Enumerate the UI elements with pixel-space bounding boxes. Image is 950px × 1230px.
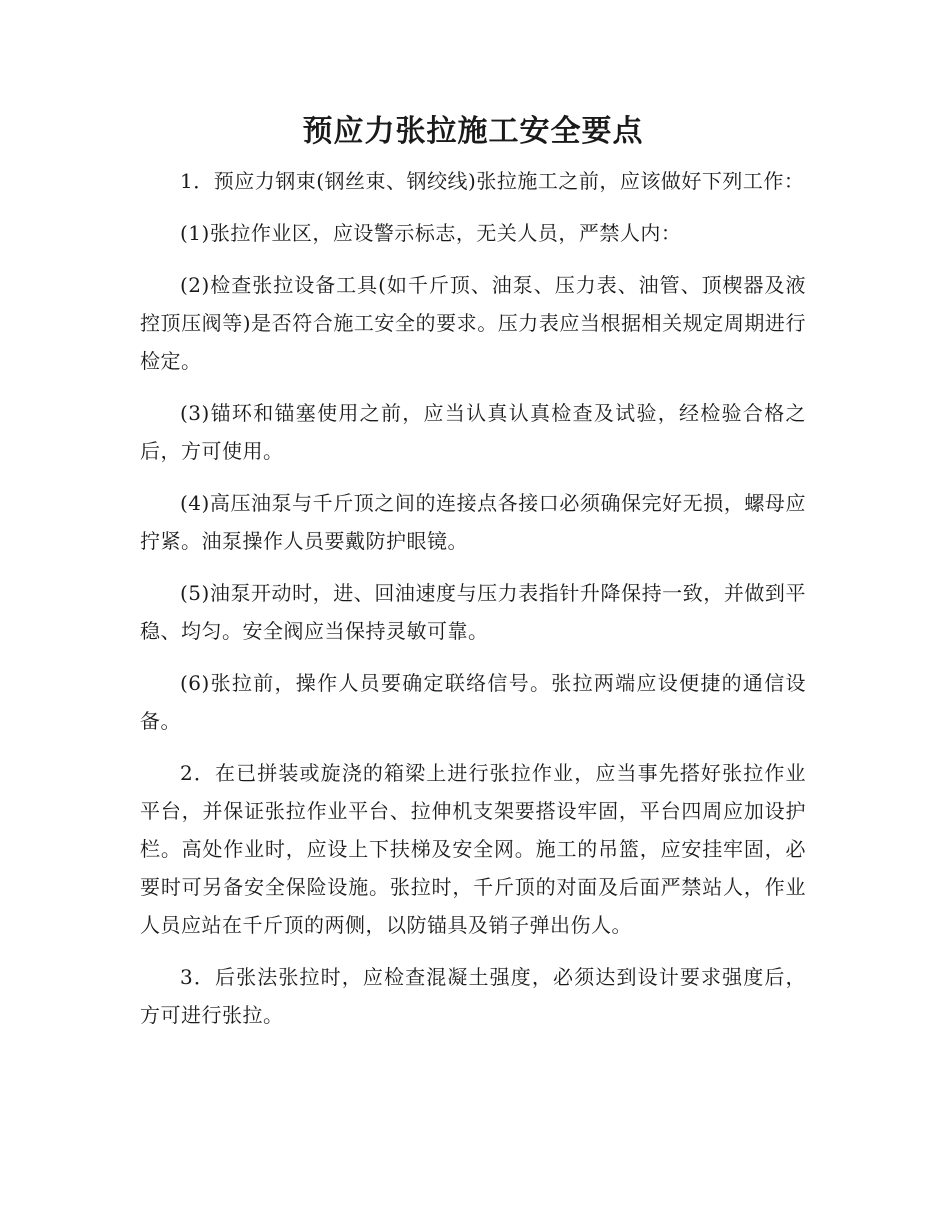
document-title: 预应力张拉施工安全要点 (302, 114, 644, 149)
document-page (140, 108, 806, 1048)
paragraph-1-item-6: (6)张拉前，操作人员要确定联络信号。张拉两端应设便捷的通信设备。 (140, 671, 806, 733)
paragraph-1-item-4: (4)高压油泵与千斤顶之间的连接点各接口必须确保完好无损，螺母应拧紧。油泵操作人员要戴防护眼镜。 (140, 491, 806, 553)
paragraph-1-item-2: (2)检查张拉设备工具(如千斤顶、油泵、压力表、油管、顶楔器及液控顶压阀等)是否符合施工安全的要求。压力表应当根据相关规定周期进行检定。 (140, 273, 806, 373)
paragraph-3: 3．后张法张拉时，应检查混凝土强度，必须达到设计要求强度后，方可进行张拉。 (140, 965, 806, 1027)
paragraph-1-item-3: (3)锚环和锚塞使用之前，应当认真认真检查及试验，经检验合格之后，方可使用。 (140, 401, 806, 463)
paragraph-1-item-1: (1)张拉作业区，应设警示标志，无关人员，严禁人内： (180, 221, 682, 245)
paragraph-1: 1．预应力钢束(钢丝束、钢绞线)张拉施工之前，应该做好下列工作： (180, 169, 805, 193)
paragraph-2: 2．在已拼装或旋浇的箱梁上进行张拉作业，应当事先搭好张拉作业平台，并保证张拉作业平台、拉伸机支架要搭设牢固，平台四周应加设护栏。高处作业时，应设上下扶梯及安全网。施工的吊篮，应安挂牢固，必要时可另备安全保险设施。张拉时，千斤顶的对面及后面严禁站人，作业人员应站在千斤顶的两侧，以防锚具及销子弹出伤人。 (140, 761, 806, 937)
paragraph-1-item-5: (5)油泵开动时，进、回油速度与压力表指针升降保持一致，并做到平稳、均匀。安全阀应当保持灵敏可靠。 (140, 581, 806, 643)
